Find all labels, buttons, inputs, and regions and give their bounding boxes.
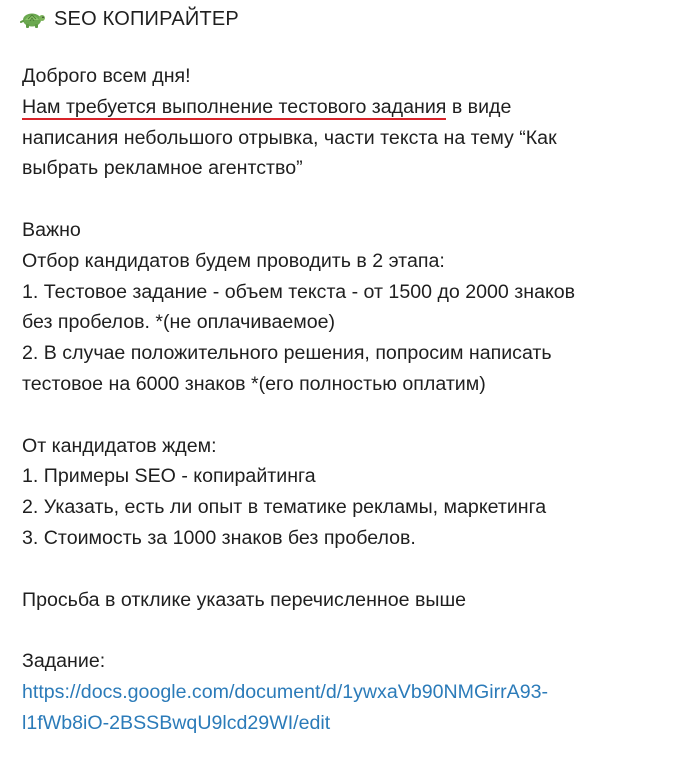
blank-line xyxy=(22,400,692,431)
request-text: Просьба в отклике указать перечисленное выше xyxy=(22,588,467,611)
intro-line-3: выбрать рекламное агентство” xyxy=(22,157,303,180)
turtle-icon xyxy=(20,9,46,29)
stage-2-line-2: тестовое на 6000 знаков *(его полностью оплатим) xyxy=(22,372,486,395)
task-link[interactable]: https://docs.google.com/document/d/1ywxaVb90NMGirrA93- xyxy=(22,680,549,703)
blank-line xyxy=(22,554,692,585)
message-post xyxy=(22,0,692,739)
intro-underlined-text: Нам требуется выполнение тестового задания xyxy=(22,95,447,118)
expect-item-3: 3. Стоимость за 1000 знаков без пробелов. xyxy=(22,526,416,549)
blank-line xyxy=(22,184,692,215)
blank-line xyxy=(22,615,692,646)
post-body xyxy=(22,61,692,739)
intro-line-1 xyxy=(22,92,692,123)
stages-intro: Отбор кандидатов будем проводить в 2 этапа: xyxy=(22,249,445,272)
post-title: SEO КОПИРАЙТЕР xyxy=(54,7,239,30)
task-link-line-2[interactable] xyxy=(22,708,692,739)
stage-2-line-1: 2. В случае положительного решения, попросим написать xyxy=(22,342,552,365)
task-label: Задание: xyxy=(22,650,106,673)
expect-item-1: 1. Примеры SEO - копирайтинга xyxy=(22,465,316,488)
stage-1-line-1: 1. Тестовое задание - объем текста - от 1500 до 2000 знаков xyxy=(22,280,576,303)
important-heading: Важно xyxy=(22,218,81,241)
stage-1-line-2: без пробелов. *(не оплачиваемое) xyxy=(22,311,336,334)
greeting: Доброго всем дня! xyxy=(22,65,191,87)
intro-rest-text: в виде xyxy=(446,95,512,118)
expect-item-2: 2. Указать, есть ли опыт в тематике рекламы, маркетинга xyxy=(22,496,547,519)
task-link-line-1[interactable] xyxy=(22,677,692,708)
intro-line-2: написания небольшого отрывка, части текста на тему “Как xyxy=(22,126,557,149)
expect-heading: От кандидатов ждем: xyxy=(22,434,217,457)
post-title-row xyxy=(22,0,692,38)
task-link-continued[interactable]: l1fWb8iO-2BSSBwqU9lcd29WI/edit xyxy=(22,711,331,734)
